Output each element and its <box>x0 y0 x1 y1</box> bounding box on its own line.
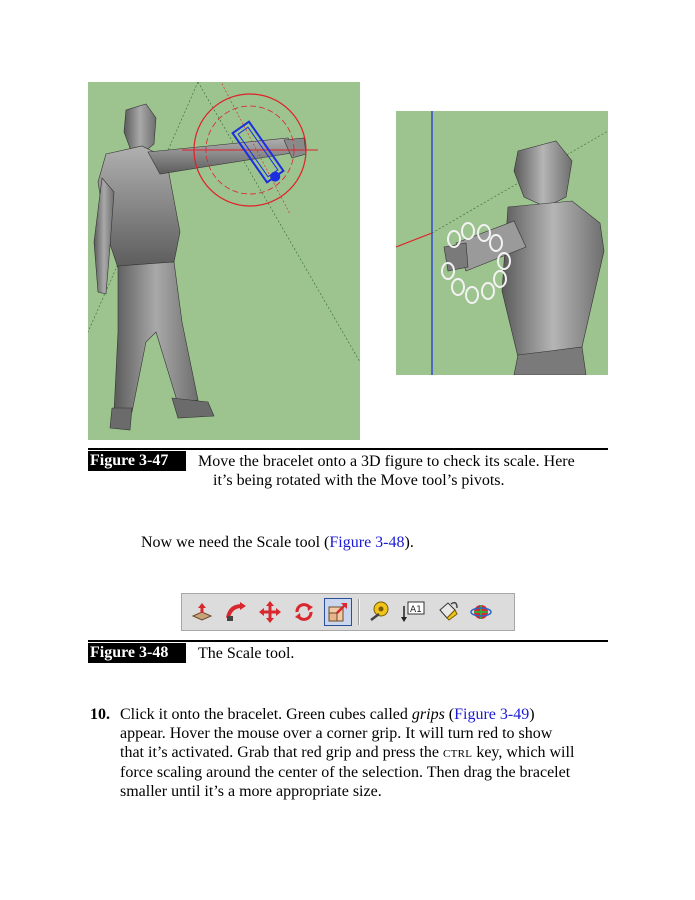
rotate-icon[interactable] <box>290 598 318 626</box>
paint-bucket-icon[interactable] <box>433 598 461 626</box>
figure-3-47-caption-line2: it’s being rotated with the Move tool’s pivots. <box>213 472 505 489</box>
figure-3-49-link[interactable]: Figure 3-49 <box>454 706 530 723</box>
step-10-text: that it’s activated. Grab that red grip and press the <box>120 744 444 761</box>
step-10-line5: smaller until it’s a more appropriate size. <box>120 783 382 800</box>
step-10-text: ) <box>529 706 535 723</box>
right-3d-scene <box>396 111 608 375</box>
grips-term: grips <box>411 706 445 723</box>
orbit-icon[interactable] <box>467 598 495 626</box>
step-10-line2: appear. Hover the mouse over a corner grip. It will turn red to show <box>120 725 553 742</box>
step-10-text: Click it onto the bracelet. Green cubes called <box>120 706 412 723</box>
figure-3-48-rule <box>88 640 608 642</box>
figure-3-47-caption-line1: Move the bracelet onto a 3D figure to check its scale. Here <box>198 453 575 470</box>
follow-me-icon[interactable] <box>222 598 250 626</box>
intro-text-after: ). <box>404 534 414 551</box>
intro-text-before: Now we need the Scale tool ( <box>141 534 330 551</box>
intro-paragraph <box>141 533 414 553</box>
step-10-line1 <box>120 705 535 725</box>
step-10-text: key, which will <box>472 744 575 761</box>
step-10-text: ( <box>444 706 455 723</box>
move-icon[interactable] <box>256 598 284 626</box>
left-3d-scene <box>88 82 360 440</box>
toolbar-separator <box>358 599 359 625</box>
scale-icon[interactable] <box>324 598 352 626</box>
figure-3-48-tag: Figure 3-48 <box>88 643 186 663</box>
svg-text:A1: A1 <box>410 605 422 615</box>
figure-3-48-caption: The Scale tool. <box>198 645 295 662</box>
figure-3-47-right-image <box>396 111 608 375</box>
figure-3-47-left-image <box>88 82 360 440</box>
step-10-number: 10. <box>90 706 110 723</box>
sketchup-toolbar <box>181 593 515 631</box>
text-icon[interactable] <box>399 598 427 626</box>
figure-3-48-link[interactable]: Figure 3-48 <box>329 534 405 551</box>
tape-measure-icon[interactable] <box>365 598 393 626</box>
step-10-line4: force scaling around the center of the selection. Then drag the bracelet <box>120 764 571 781</box>
figure-3-47-rule <box>88 448 608 450</box>
push-pull-icon[interactable] <box>188 598 216 626</box>
figure-3-47-tag: Figure 3-47 <box>88 451 186 471</box>
step-10-line3 <box>120 743 574 765</box>
ctrl-key-label: CTRL <box>443 748 473 760</box>
